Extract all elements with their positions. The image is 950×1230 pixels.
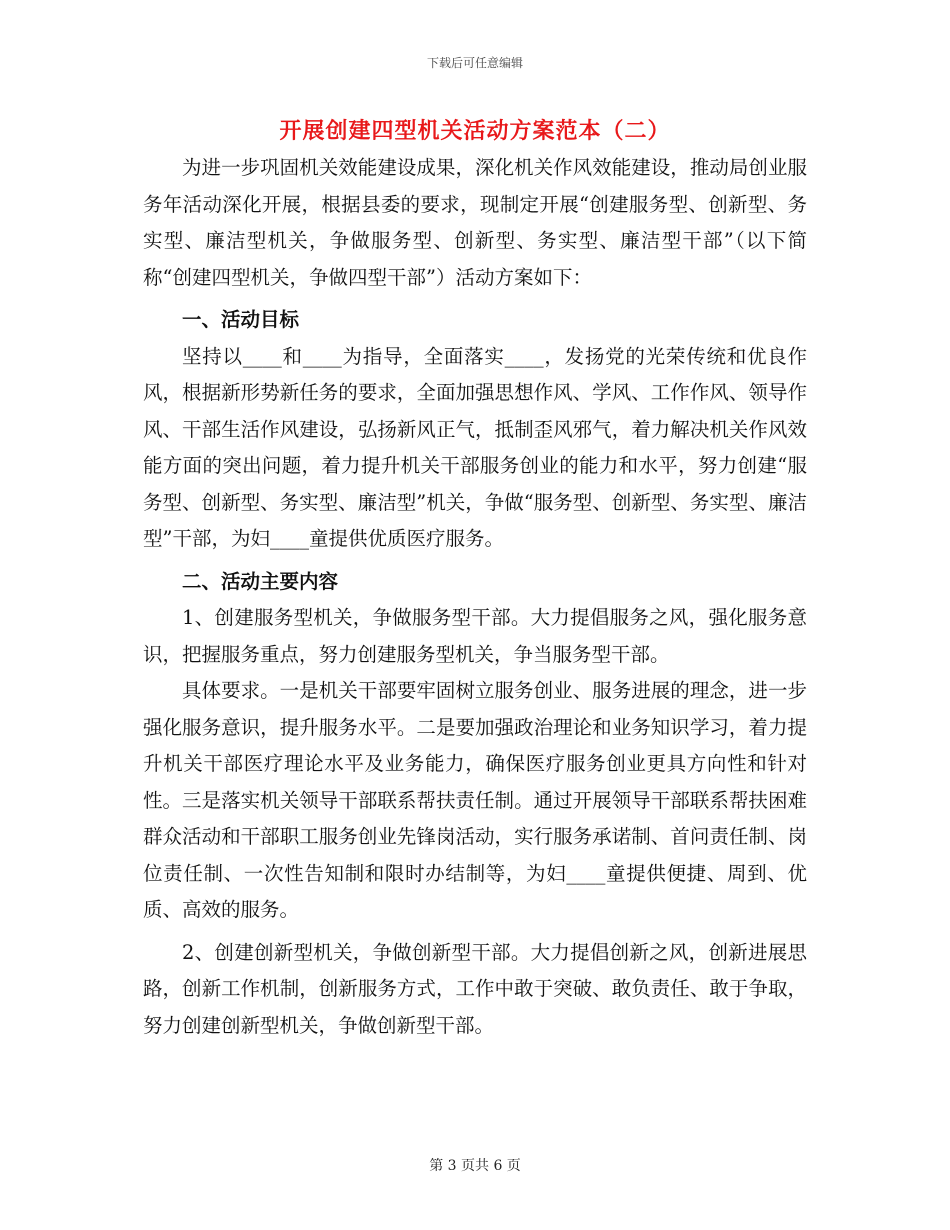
goals-paragraph: 坚持以____和____为指导，全面落实____，发扬党的光荣传统和优良作风，根据新形势新任务的要求，全面加强思想作风、学风、工作作风、领导作风、干部生活作风建设，弘扬新风正气，抵制歪风邪气，着力解决机关作风效能方面的突出问题，着力提升机关干部服务创业的能力和水平，努力创建“服务型、创新型、务实型、廉洁型”机关，争做“服务型、创新型、务实型、廉洁型”干部，为妇____童提供优质医疗服务。 [143, 344, 807, 550]
document-body [143, 150, 807, 1044]
content-paragraph-1: 1、创建服务型机关，争做服务型干部。大力提倡服务之风，强化服务意识，把握服务重点，努力创建服务型机关，争当服务型干部。 [143, 606, 807, 666]
document-title: 开展创建四型机关活动方案范本（二） [279, 118, 671, 144]
page-header-note: 下载后可任意编辑 [426, 56, 523, 70]
content-paragraph-2: 具体要求。一是机关干部要牢固树立服务创业、服务进展的理念，进一步强化服务意识，提升服务水平。二是要加强政治理论和业务知识学习，着力提升机关干部医疗理论水平及业务能力，确保医疗服务创业更具方向性和针对性。三是落实机关领导干部联系帮扶责任制。通过开展领导干部联系帮扶困难群众活动和干部职工服务创业先锋岗活动，实行服务承诺制、首问责任制、岗位责任制、一次性告知制和限时办结制等，为妇____童提供便捷、周到、优质、高效的服务。 [143, 679, 807, 921]
section-heading-goals: 一、活动目标 [182, 308, 300, 331]
page-number: 第 3 页共 6 页 [429, 1158, 521, 1174]
intro-paragraph: 为进一步巩固机关效能建设成果，深化机关作风效能建设，推动局创业服务年活动深化开展，根据县委的要求，现制定开展“创建服务型、创新型、务实型、廉洁型机关，争做服务型、创新型、务实型、廉洁型干部”（以下简称“创建四型机关，争做四型干部”）活动方案如下： [143, 156, 807, 289]
content-paragraph-3: 2、创建创新型机关，争做创新型干部。大力提倡创新之风，创新进展思路，创新工作机制，创新服务方式，工作中敢于突破、敢负责任、敢于争取，努力创建创新型机关，争做创新型干部。 [143, 940, 807, 1037]
section-heading-content: 二、活动主要内容 [182, 569, 339, 593]
